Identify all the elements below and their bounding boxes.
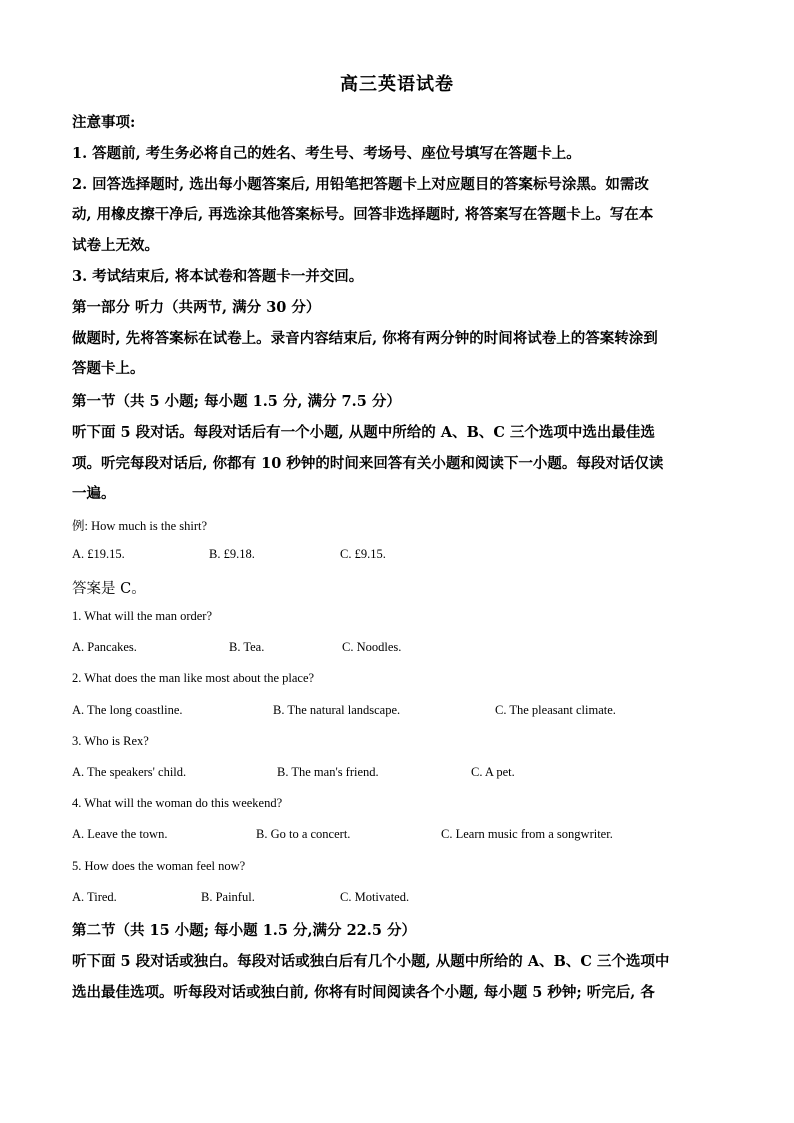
question-5: 5. How does the woman feel now?: [72, 859, 246, 873]
question-2-option-b: B. The natural landscape.: [273, 703, 401, 717]
question-3-option-c: C. A pet.: [471, 765, 515, 779]
question-3: 3. Who is Rex?: [72, 734, 149, 748]
example-answer: 答案是 C。: [72, 581, 146, 597]
question-3-option-a: A. The speakers' child.: [72, 765, 187, 779]
question-1-option-c: C. Noodles.: [342, 640, 402, 654]
section2-heading: 第二节（共 15 小题; 每小题 1.5 分,满分 22.5 分）: [72, 922, 416, 939]
page-title: 高三英语试卷: [340, 74, 454, 95]
section1-instruction-line-3: 一遍。: [72, 485, 116, 502]
section1-heading: 第一节（共 5 小题; 每小题 1.5 分, 满分 7.5 分）: [72, 393, 401, 410]
section2-instruction-line-1: 听下面 5 段对话或独白。每段对话或独白后有几个小题, 从题中所给的 A、B、C 三个选项中: [72, 953, 670, 970]
question-5-option-c: C. Motivated.: [340, 890, 410, 904]
notes-item-2-line-2: 动, 用橡皮擦干净后, 再选涂其他答案标号。回答非选择题时, 将答案写在答题卡上。写在本: [72, 206, 654, 223]
question-1: 1. What will the man order?: [72, 609, 213, 623]
section1-instruction-line-2: 项。听完每段对话后, 你都有 10 秒钟的时间来回答有关小题和阅读下一小题。每段对话仅读: [72, 455, 664, 472]
question-2-option-a: A. The long coastline.: [72, 703, 183, 717]
section1-instruction-line-1: 听下面 5 段对话。每段对话后有一个小题, 从题中所给的 A、B、C 三个选项中选出最佳选: [72, 424, 655, 441]
part1-instruction-line-2: 答题卡上。: [72, 360, 145, 377]
question-2-option-c: C. The pleasant climate.: [495, 703, 616, 717]
example-option-a: A. £19.15.: [72, 547, 125, 561]
example-option-c: C. £9.15.: [340, 547, 386, 561]
part1-instruction-line-1: 做题时, 先将答案标在试卷上。录音内容结束后, 你将有两分钟的时间将试卷上的答案转涂到: [72, 330, 658, 347]
question-4: 4. What will the woman do this weekend?: [72, 796, 283, 810]
question-2: 2. What does the man like most about the place?: [72, 671, 315, 685]
question-5-option-b: B. Painful.: [201, 890, 255, 904]
notes-item-1: 1. 答题前, 考生务必将自己的姓名、考生号、考场号、座位号填写在答题卡上。: [72, 145, 581, 162]
question-4-option-c: C. Learn music from a songwriter.: [441, 827, 613, 841]
question-5-option-a: A. Tired.: [72, 890, 117, 904]
section2-instruction-line-2: 选出最佳选项。听每段对话或独白前, 你将有时间阅读各个小题, 每小题 5 秒钟; 听完后, 各: [72, 984, 655, 1001]
notes-item-2-line-3: 试卷上无效。: [72, 237, 159, 254]
part1-heading: 第一部分 听力（共两节, 满分 30 分）: [72, 299, 321, 316]
notes-heading: 注意事项:: [72, 114, 136, 131]
question-1-option-b: B. Tea.: [229, 640, 265, 654]
question-4-option-b: B. Go to a concert.: [256, 827, 351, 841]
notes-item-3: 3. 考试结束后, 将本试卷和答题卡一并交回。: [72, 268, 364, 285]
example-option-b: B. £9.18.: [209, 547, 255, 561]
example-question: 例: How much is the shirt?: [72, 519, 208, 533]
notes-item-2-line-1: 2. 回答选择题时, 选出每小题答案后, 用铅笔把答题卡上对应题目的答案标号涂黑。如需改: [72, 176, 649, 193]
question-3-option-b: B. The man's friend.: [277, 765, 379, 779]
question-4-option-a: A. Leave the town.: [72, 827, 168, 841]
question-1-option-a: A. Pancakes.: [72, 640, 137, 654]
